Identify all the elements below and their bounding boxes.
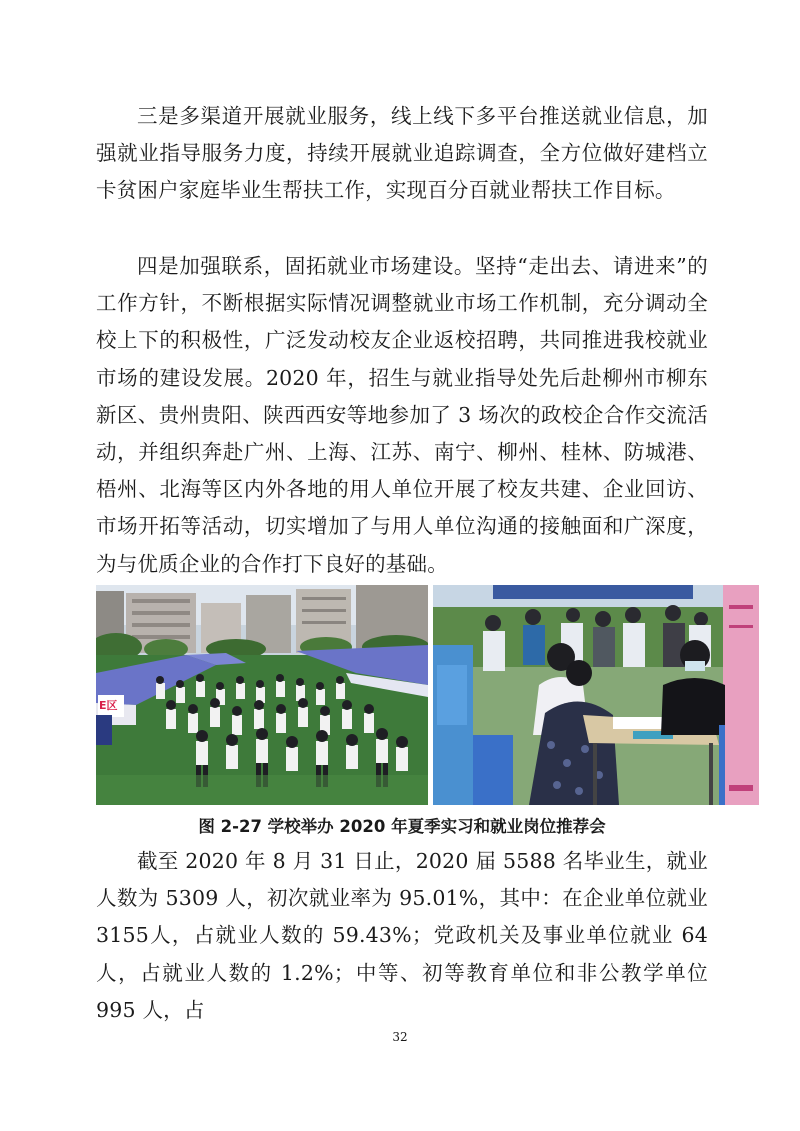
photo-row	[96, 585, 759, 805]
job-fair-crowd-image	[96, 585, 428, 805]
paragraph-employment-statistics: 截至 2020 年 8 月 31 日止，2020 届 5588 名毕业生，就业人数为 5309 人，初次就业率为 95.01%，其中：在企业单位就业 3155人，占就业人数的 59.43%；党政机关及事业单位就业 64 人，占就业人数的 1.2%；中等、初等教育单位和非公教学单位 995 人，占	[96, 849, 708, 1022]
recruitment-desk-image	[433, 585, 759, 805]
job-fair-crowd-photo	[96, 585, 428, 805]
page-number: 32	[392, 1030, 408, 1044]
recruitment-desk-photo	[433, 585, 759, 805]
figure-caption: 图 2-27 学校举办 2020 年夏季实习和就业岗位推荐会	[198, 817, 606, 836]
paragraph-employment-services: 三是多渠道开展就业服务，线上线下多平台推送就业信息，加强就业指导服务力度，持续开展就业追踪调查，全方位做好建档立卡贫困户家庭毕业生帮扶工作，实现百分百就业帮扶工作目标。	[96, 104, 708, 203]
area-sign-label: E区	[99, 699, 118, 712]
paragraph-market-building: 四是加强联系，固拓就业市场建设。坚持“走出去、请进来”的工作方针，不断根据实际情况调整就业市场工作机制，充分调动全校上下的积极性，广泛发动校友企业返校招聘，共同推进我校就业市场的建设发展。2020 年，招生与就业指导处先后赴柳州市柳东新区、贵州贵阳、陕西西安等地参加了 3 场次的政校企合作交流活动，并组织奔赴广州、上海、江苏、南宁、柳州、桂林、防城港、梧州、北海等区内外各地的用人单位开展了校友共建、企业回访、市场开拓等活动，切实增加了与用人单位沟通的接触面和广深度，为与优质企业的合作打下良好的基础。	[96, 254, 708, 576]
